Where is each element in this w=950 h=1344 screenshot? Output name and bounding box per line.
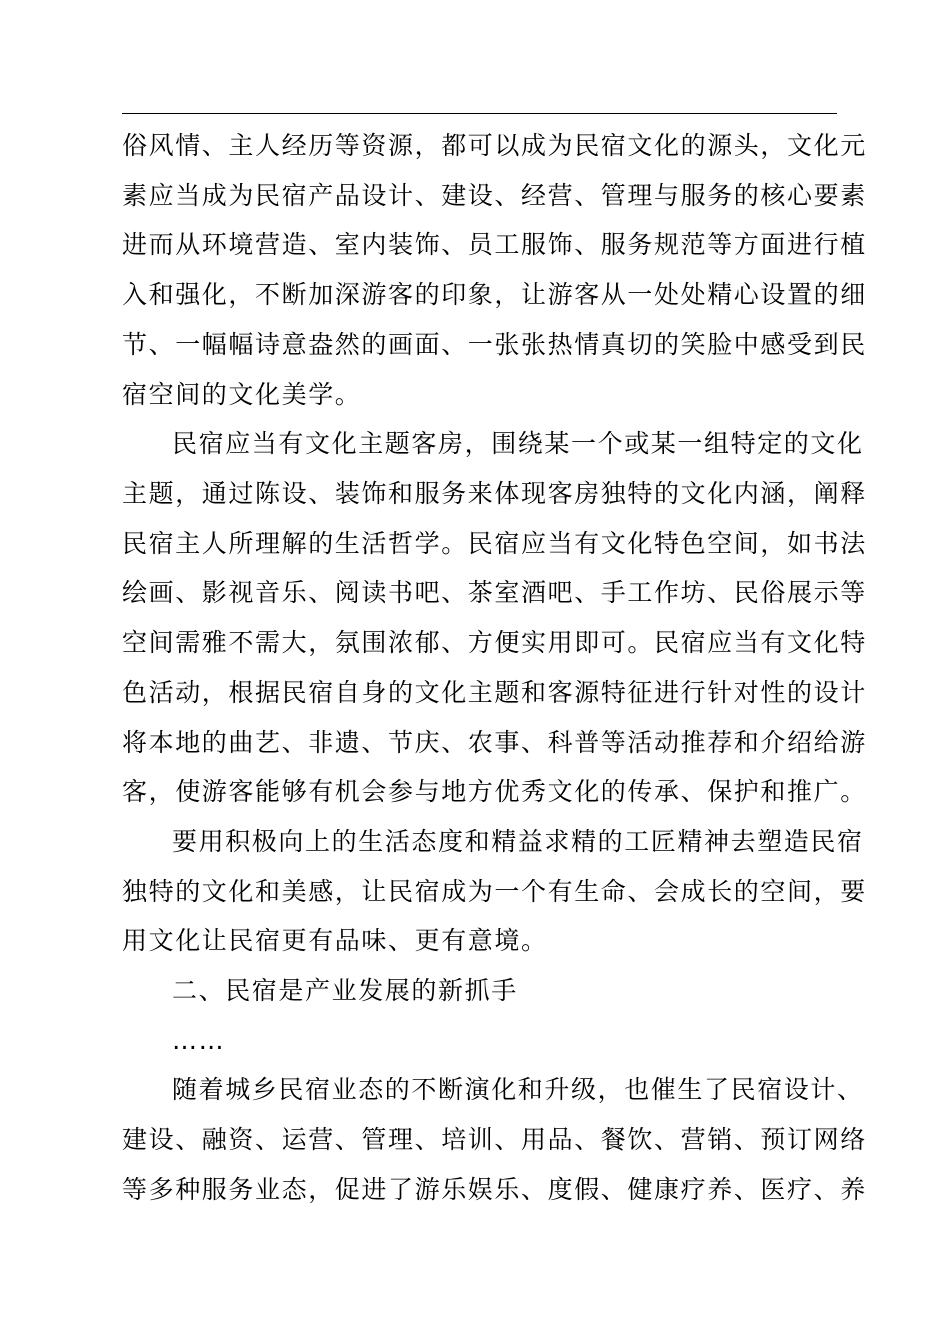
paragraph-first-line: 民宿应当有文化主题客房，围绕某一个或某一组特定的文化 [172,429,864,458]
text-line: 绘画、影视音乐、阅读书吧、茶室酒吧、手工作坊、民俗展示等 [122,578,867,607]
text-line: 入和强化，不断加深游客的印象，让游客从一处处精心设置的细 [122,280,867,309]
text-line: 主题，通过陈设、装饰和服务来体现客房独特的文化内涵，阐释 [122,479,867,508]
section-heading: 二、民宿是产业发展的新抓手 [172,976,518,1005]
text-line: 客，使游客能够有机会参与地方优秀文化的传承、保护和推广。 [122,777,867,806]
ellipsis-line: …… [172,1026,226,1055]
text-line: 进而从环境营造、室内装饰、员工服饰、服务规范等方面进行植 [122,230,867,259]
header-rule [122,113,837,114]
text-line: 民宿主人所理解的生活哲学。民宿应当有文化特色空间，如书法 [122,529,867,558]
text-line: 素应当成为民宿产品设计、建设、经营、管理与服务的核心要素 [122,181,867,210]
paragraph-first-line: 随着城乡民宿业态的不断演化和升级，也催生了民宿设计、 [172,1075,864,1104]
text-line: 宿空间的文化美学。 [122,380,362,409]
paragraph-first-line: 要用积极向上的生活态度和精益求精的工匠精神去塑造民宿 [172,827,864,856]
text-line: 将本地的曲艺、非遗、节庆、农事、科普等活动推荐和介绍给游 [122,728,867,757]
text-line: 用文化让民宿更有品味、更有意境。 [122,926,548,955]
text-line: 建设、融资、运营、管理、培训、用品、餐饮、营销、预订网络 [122,1125,867,1154]
text-line: 空间需雅不需大，氛围浓郁、方便实用即可。民宿应当有文化特 [122,628,867,657]
text-line: 节、一幅幅诗意盎然的画面、一张张热情真切的笑脸中感受到民 [122,330,867,359]
text-line: 色活动，根据民宿自身的文化主题和客源特征进行针对性的设计 [122,678,867,707]
text-line: 俗风情、主人经历等资源，都可以成为民宿文化的源头，文化元 [122,131,867,160]
text-line: 等多种服务业态，促进了游乐娱乐、度假、健康疗养、医疗、养 [122,1175,867,1204]
text-line: 独特的文化和美感，让民宿成为一个有生命、会成长的空间，要 [122,877,867,906]
